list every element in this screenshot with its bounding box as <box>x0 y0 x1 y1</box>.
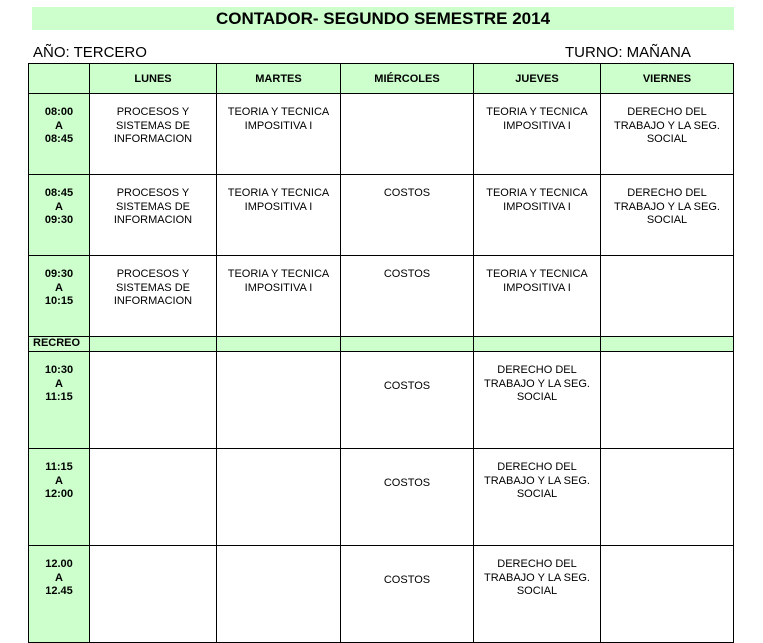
class-cell: TEORIA Y TECNICA IMPOSITIVA I <box>217 94 341 175</box>
corner-cell <box>29 64 90 94</box>
class-cell <box>90 546 217 643</box>
time-cell: 11:15 A 12:00 <box>29 449 90 546</box>
recreo-cell <box>474 337 601 352</box>
recreo-label: RECREO <box>29 337 90 352</box>
schedule-body <box>29 64 734 643</box>
class-cell: COSTOS <box>341 352 474 449</box>
class-cell: PROCESOS Y SISTEMAS DE INFORMACION <box>90 256 217 337</box>
class-cell: TEORIA Y TECNICA IMPOSITIVA I <box>474 256 601 337</box>
class-cell: TEORIA Y TECNICA IMPOSITIVA I <box>217 175 341 256</box>
day-header-miercoles: MIÉRCOLES <box>341 64 474 94</box>
day-header-viernes: VIERNES <box>601 64 734 94</box>
recreo-cell <box>341 337 474 352</box>
class-cell: DERECHO DEL TRABAJO Y LA SEG. SOCIAL <box>601 94 734 175</box>
class-cell <box>217 546 341 643</box>
class-cell: DERECHO DEL TRABAJO Y LA SEG. SOCIAL <box>474 546 601 643</box>
shift-label: TURNO: MAÑANA <box>565 44 691 61</box>
class-cell: TEORIA Y TECNICA IMPOSITIVA I <box>474 94 601 175</box>
day-header-martes: MARTES <box>217 64 341 94</box>
class-cell <box>90 352 217 449</box>
class-cell <box>601 256 734 337</box>
class-cell: PROCESOS Y SISTEMAS DE INFORMACION <box>90 175 217 256</box>
class-cell <box>601 352 734 449</box>
class-cell: TEORIA Y TECNICA IMPOSITIVA I <box>217 256 341 337</box>
schedule-row <box>29 175 734 256</box>
class-cell <box>601 546 734 643</box>
time-cell: 08:45 A 09:30 <box>29 175 90 256</box>
class-cell: COSTOS <box>341 449 474 546</box>
schedule-row <box>29 94 734 175</box>
recreo-cell <box>217 337 341 352</box>
class-cell <box>90 449 217 546</box>
class-cell: DERECHO DEL TRABAJO Y LA SEG. SOCIAL <box>474 352 601 449</box>
schedule-row <box>29 352 734 449</box>
class-cell: DERECHO DEL TRABAJO Y LA SEG. SOCIAL <box>601 175 734 256</box>
day-header-jueves: JUEVES <box>474 64 601 94</box>
class-cell <box>217 449 341 546</box>
schedule-row <box>29 256 734 337</box>
time-cell: 08:00 A 08:45 <box>29 94 90 175</box>
schedule-row <box>29 449 734 546</box>
time-cell: 09:30 A 10:15 <box>29 256 90 337</box>
recreo-cell <box>601 337 734 352</box>
class-cell: PROCESOS Y SISTEMAS DE INFORMACION <box>90 94 217 175</box>
recreo-cell <box>90 337 217 352</box>
class-cell <box>341 94 474 175</box>
class-cell: DERECHO DEL TRABAJO Y LA SEG. SOCIAL <box>474 449 601 546</box>
header-row <box>29 64 734 94</box>
page-title: CONTADOR- SEGUNDO SEMESTRE 2014 <box>32 7 734 30</box>
class-cell: COSTOS <box>341 175 474 256</box>
class-cell <box>601 449 734 546</box>
class-cell <box>217 352 341 449</box>
schedule-table <box>28 63 734 643</box>
time-cell: 10:30 A 11:15 <box>29 352 90 449</box>
year-label: AÑO: TERCERO <box>33 44 147 61</box>
class-cell: COSTOS <box>341 546 474 643</box>
class-cell: COSTOS <box>341 256 474 337</box>
time-cell: 12.00 A 12.45 <box>29 546 90 643</box>
day-header-lunes: LUNES <box>90 64 217 94</box>
schedule-row <box>29 546 734 643</box>
recreo-row <box>29 337 734 352</box>
class-cell: TEORIA Y TECNICA IMPOSITIVA I <box>474 175 601 256</box>
